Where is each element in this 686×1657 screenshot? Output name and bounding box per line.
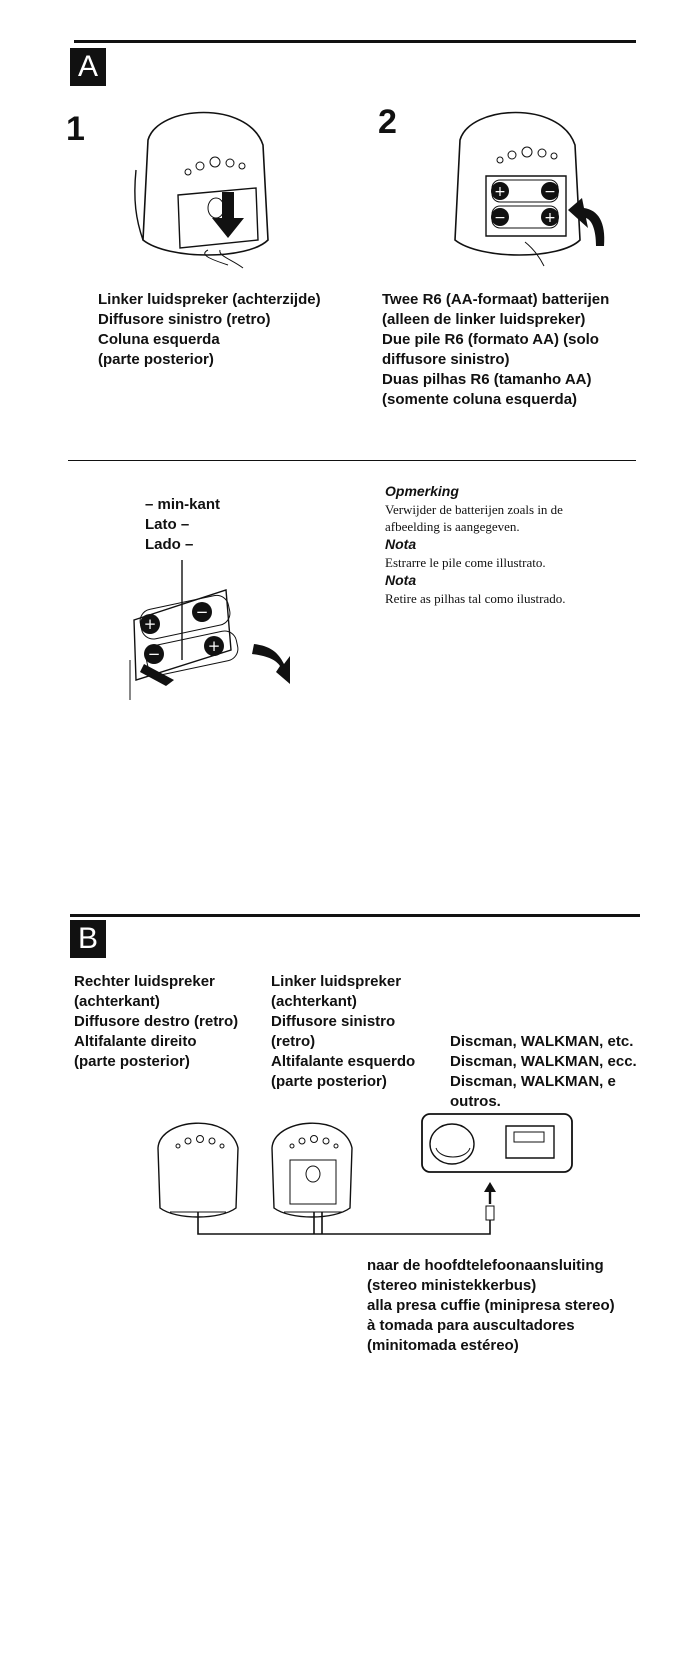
right-speaker-caption: Rechter luidspreker (achterkant) Diffusore destro (retro) Altifalante direito (parte posterior) [74,973,239,1070]
battery-icon [126,560,316,700]
arrow-icon [566,196,612,250]
headphone-jack-caption: naar de hoofdtelefoonaansluiting (stereo ministekkerbus) alla presa cuffie (minipresa stereo) à tomada para auscultadores (minitomada estéreo) [367,1257,615,1354]
svg-text:+: + [143,615,157,633]
step-1-number: 1 [66,110,85,148]
speaker-back-icon [158,1123,238,1217]
notes-block [385,482,655,607]
note-text: Verwijder de batterijen zoals in de [385,502,563,517]
connection-diagram [150,1108,580,1248]
speaker-back-icon [128,100,278,270]
svg-text:−: − [494,210,506,226]
player-caption: Discman, WALKMAN, etc. Discman, WALKMAN, ecc. Discman, WALKMAN, e outros. [450,1033,637,1110]
note-heading: Nota [385,572,417,588]
section-b-badge: B [70,920,106,958]
svg-text:+: + [494,184,506,200]
step-1-caption: Linker luidspreker (achterzijde) Diffusore sinistro (retro) Coluna esquerda (parte posterior) [98,291,321,368]
svg-text:−: − [544,184,556,200]
section-b-top-rule [70,914,640,917]
left-speaker-caption: Linker luidspreker (achterkant) Diffusore sinistro (retro) Altifalante esquerdo (parte posterior) [271,973,416,1090]
svg-text:+: + [544,210,556,226]
section-a-badge: A [70,48,106,86]
section-a-top-rule [74,40,636,43]
section-a-divider [68,460,636,461]
note-text: afbeelding is aangegeven. [385,519,520,534]
note-text: Estrarre le pile come illustrato. [385,555,546,570]
arrow-icon [210,192,250,242]
note-heading: Opmerking [385,483,459,499]
step-2-number: 2 [378,103,397,141]
cd-player-icon [422,1114,572,1172]
svg-text:+: + [207,637,221,655]
speaker-back-icon [272,1123,352,1217]
svg-text:−: − [147,645,161,663]
note-text: Retire as pilhas tal como ilustrado. [385,591,566,606]
svg-text:−: − [195,603,209,621]
step-2-caption: Twee R6 (AA-formaat) batterijen (alleen de linker luidspreker) Due pile R6 (formato AA) (solo diffusore sinistro) Duas pilhas R6 (tamanho AA) (somente coluna esquerda) [382,291,610,408]
note-heading: Nota [385,536,417,552]
minus-side-labels: – min-kant Lato – Lado – [145,496,221,553]
